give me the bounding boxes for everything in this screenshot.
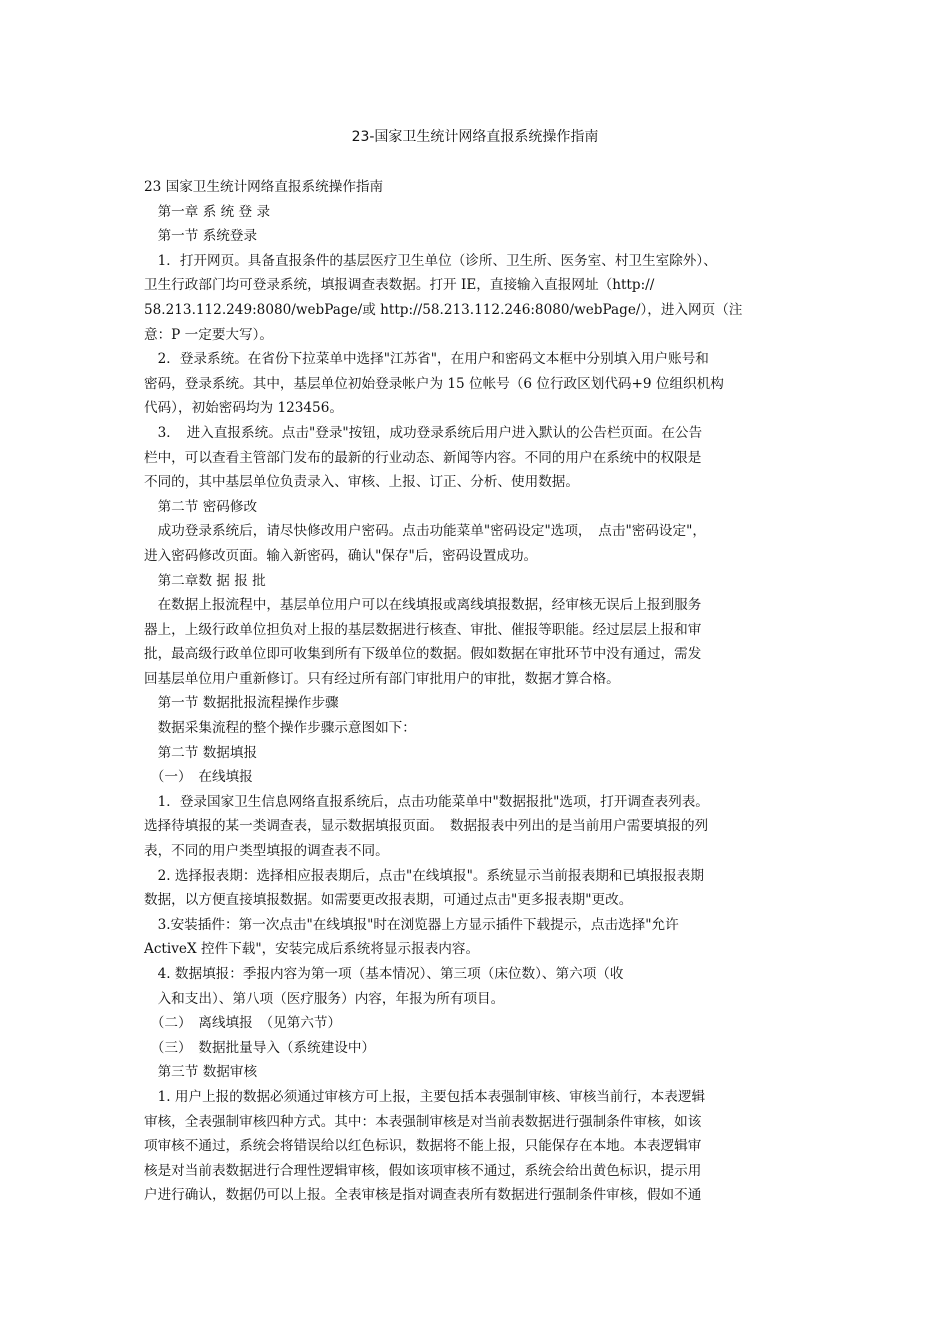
- paragraph-line: 1. 用户上报的数据必须通过审核方可上报，主要包括本表强制审核、审核当前行，本表逻辑: [144, 1088, 706, 1105]
- paragraph-line: 2．登录系统。在省份下拉菜单中选择"江苏省"，在用户和密码文本框中分别填入用户账号和: [144, 351, 709, 368]
- paragraph-line: 选择待填报的某一类调查表，显示数据填报页面。 数据报表中列出的是当前用户需要填报的列: [144, 818, 709, 835]
- paragraph-line: ActiveX 控件下载"，安装完成后系统将显示报表内容。: [144, 941, 480, 958]
- paragraph-line: 户进行确认，数据仍可以上报。全表审核是指对调查表所有数据进行强制条件审核，假如不通: [144, 1187, 702, 1204]
- paragraph-line: 3． 进入直报系统。点击"登录"按钮，成功登录系统后用户进入默认的公告栏页面。在公告: [144, 424, 703, 441]
- paragraph-line: 进入密码修改页面。输入新密码，确认"保存"后，密码设置成功。: [144, 547, 538, 564]
- page-title: 23-国家卫生统计网络直报系统操作指南: [351, 129, 599, 145]
- paragraph-line: 密码，登录系统。其中，基层单位初始登录帐户为 15 位帐号（6 位行政区划代码+9 位组织机构: [144, 375, 724, 392]
- paragraph-line: 数据，以方便直接填报数据。如需要更改报表期，可通过点击"更多报表期"更改。: [144, 892, 633, 909]
- paragraph-line: 成功登录系统后，请尽快修改用户密码。点击功能菜单"密码设定"选项， 点击"密码设定"，: [144, 523, 706, 540]
- paragraph-line: 1．打开网页。具备直报条件的基层医疗卫生单位（诊所、卫生所、医务室、村卫生室除外）、: [144, 252, 717, 269]
- paragraph-line: 3.安装插件：第一次点击"在线填报"时在浏览器上方显示插件下载提示，点击选择"允许: [144, 916, 679, 933]
- doc-heading: 23 国家卫生统计网络直报系统操作指南: [144, 179, 384, 195]
- paragraph-line: 数据采集流程的整个操作步骤示意图如下：: [144, 720, 416, 737]
- paragraph-line: 2. 选择报表期：选择相应报表期后，点击"在线填报"。系统显示当前报表期和已填报报表期: [144, 867, 704, 884]
- subsection-heading: （三） 数据批量导入（系统建设中）: [144, 1039, 376, 1056]
- paragraph-line: 代码），初始密码均为 123456。: [144, 400, 343, 417]
- section-heading: 第三节 数据审核: [144, 1064, 258, 1081]
- paragraph-line: 1．登录国家卫生信息网络直报系统后，点击功能菜单中"数据报批"选项，打开调查表列表。: [144, 793, 709, 810]
- subsection-heading: （二） 离线填报 （见第六节）: [144, 1015, 342, 1032]
- section-heading: 第一节 数据批报流程操作步骤: [144, 695, 339, 712]
- paragraph-line: 审核，全表强制审核四种方式。其中：本表强制审核是对当前表数据进行强制条件审核，如该: [144, 1113, 702, 1130]
- paragraph-line: 意：P 一定要大写）。: [144, 326, 274, 343]
- paragraph-line: 项审核不通过，系统会将错误给以红色标识，数据将不能上报，只能保存在本地。本表逻辑审: [144, 1138, 702, 1155]
- paragraph-line: 在数据上报流程中，基层单位用户可以在线填报或离线填报数据，经审核无误后上报到服务: [144, 597, 702, 614]
- paragraph-line: 回基层单位用户重新修订。只有经过所有部门审批用户的审批，数据才算合格。: [144, 670, 620, 687]
- chapter-heading: 第一章 系 统 登 录: [144, 203, 271, 220]
- section-heading: 第二节 密码修改: [144, 498, 258, 515]
- subsection-heading: （一） 在线填报: [144, 769, 253, 786]
- paragraph-line: 表，不同的用户类型填报的调查表不同。: [144, 843, 389, 860]
- paragraph-line: 入和支出）、第八项（医疗服务）内容，年报为所有项目。: [144, 990, 505, 1007]
- paragraph-line: 卫生行政部门均可登录系统，填报调查表数据。打开 IE，直接输入直报网址（http://: [144, 277, 655, 294]
- paragraph-line: 器上，上级行政单位担负对上报的基层数据进行核查、审批、催报等职能。经过层层上报和审: [144, 621, 702, 638]
- paragraph-line: 4. 数据填报：季报内容为第一项（基本情况）、第三项（床位数）、第六项（收: [144, 966, 624, 982]
- paragraph-line: 核是对当前表数据进行合理性逻辑审核，假如该项审核不通过，系统会给出黄色标识，提示用: [144, 1162, 702, 1179]
- section-heading: 第一节 系统登录: [144, 228, 258, 245]
- paragraph-line: 不同的，其中基层单位负责录入、审核、上报、订正、分析、使用数据。: [144, 474, 579, 491]
- paragraph-line: 批，最高级行政单位即可收集到所有下级单位的数据。假如数据在审批环节中没有通过，需发: [144, 646, 702, 663]
- chapter-heading: 第二章数 据 报 批: [144, 572, 266, 589]
- document-body: [144, 175, 816, 1208]
- paragraph-line: 栏中，可以查看主管部门发布的最新的行业动态、新闻等内容。不同的用户在系统中的权限是: [144, 449, 702, 466]
- paragraph-line: 58.213.112.249:8080/webPage/或 http://58.213.112.246:8080/webPage/），进入网页（注: [144, 301, 743, 318]
- section-heading: 第二节 数据填报: [144, 744, 258, 761]
